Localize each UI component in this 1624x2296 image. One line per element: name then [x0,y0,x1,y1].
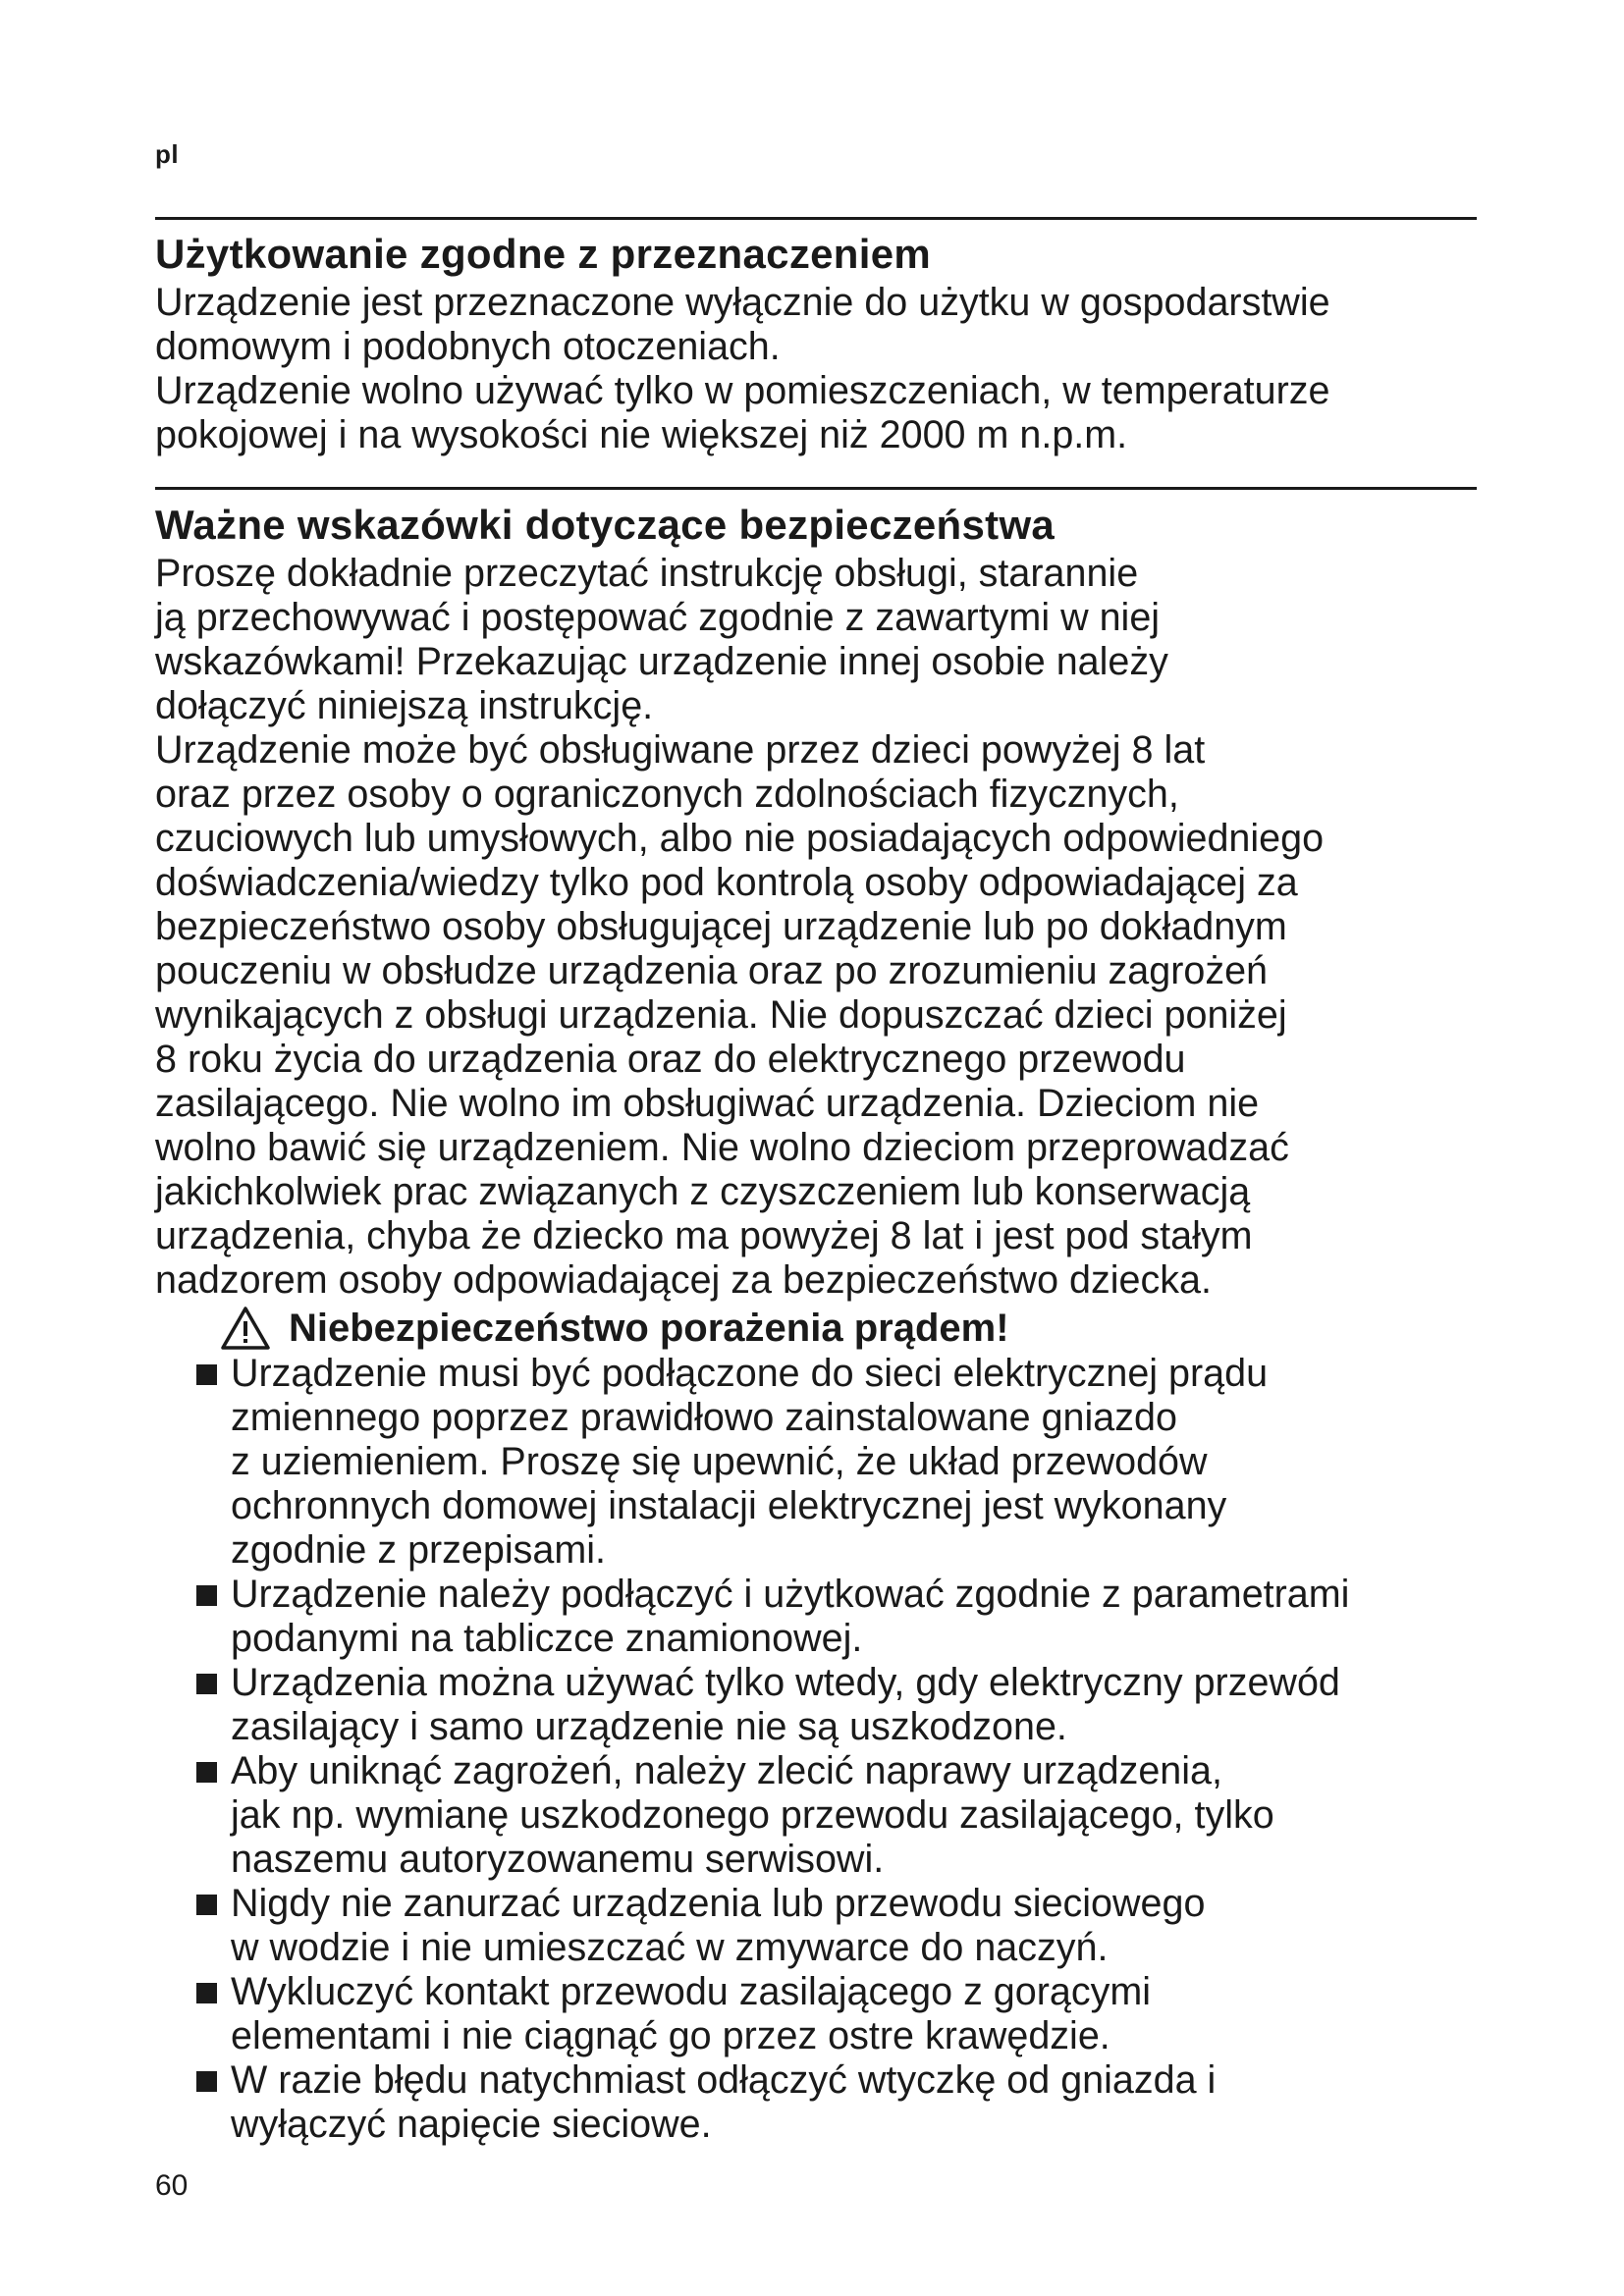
safety-bullet-list [155,1352,1490,2147]
warning-heading [220,1305,1490,1352]
list-item: Urządzenie musi być podłączone do sieci elektrycznej prądu zmiennego poprzez prawidłowo zainstalowane gniazdo z uziemieniem. Proszę się upewnić, że układ przewodów ochronnych domowej instalacji elektrycznej jest wykonany zgodnie z przepisami. [155,1352,1490,1573]
bullet-square-icon [196,1762,217,1783]
list-item: Aby uniknąć zagrożeń, należy zlecić naprawy urządzenia, jak np. wymianę uszkodzonego przewodu zasilającego, tylko naszemu autoryzowanemu serwisowi. [155,1749,1490,1882]
list-item: Urządzenia można używać tylko wtedy, gdy elektryczny przewód zasilający i samo urządzenie nie są uszkodzone. [155,1661,1490,1749]
warning-triangle-icon [220,1306,271,1351]
list-item: Nigdy nie zanurzać urządzenia lub przewodu sieciowego w wodzie i nie umieszczać w zmywarce do naczyń. [155,1882,1490,1970]
list-item: Wykluczyć kontakt przewodu zasilającego z gorącymi elementami i nie ciągnąć go przez ostre krawędzie. [155,1970,1490,2058]
section-title: Ważne wskazówki dotyczące bezpieczeństwa [155,502,1056,548]
list-item: W razie błędu natychmiast odłączyć wtyczkę od gniazda i wyłączyć napięcie sieciowe. [155,2058,1490,2147]
section-divider [155,217,1477,220]
section-body: Proszę dokładnie przeczytać instrukcję obsługi, starannie ją przechowywać i postępować zgodnie z zawartymi w niej wskazówkami! Przekazując urządzenie innej osobie należy dołączyć niniejszą instrukcję. Urządzenie może być obsługiwane przez dzieci powyżej 8 lat oraz przez osoby o ograniczonych zdolnościach fizycznych, czuciowych lub umysłowych, albo nie posiadających odpowiedniego doświadczenia/wiedzy tylko pod kontrolą osoby odpowiadającej za bezpieczeństwo osoby obsługującej urządzenie lub po dokładnym pouczeniu w obsłudze urządzenia oraz po zrozumieniu zagrożeń wynikających z obsługi urządzenia. Nie dopuszczać dzieci poniżej 8 roku życia do urządzenia oraz do elektrycznego przewodu zasilającego. Nie wolno im obsługiwać urządzenia. Dzieciom nie wolno bawić się urządzeniem. Nie wolno dzieciom przeprowadzać jakichkolwiek prac związanych z czyszczeniem lub konserwacją urządzenia, chyba że dziecko ma powyżej 8 lat i jest pod stałym nadzorem osoby odpowiadającej za bezpieczeństwo dziecka. [155,552,1325,1302]
section-body: Urządzenie jest przeznaczone wyłącznie do użytku w gospodarstwie domowym i podobnych otoczeniach. Urządzenie wolno używać tylko w pomieszczeniach, w temperaturze pokojowej i na wysokości nie większej niż 2000 m n.p.m. [155,281,1330,456]
section-divider [155,487,1477,490]
bullet-square-icon [196,1983,217,2003]
section-safety [155,499,1490,2147]
bullet-square-icon [196,1674,217,1694]
bullet-square-icon [196,1585,217,1606]
page-number: 60 [155,2169,189,2202]
bullet-square-icon [196,2071,217,2092]
section-title: Użytkowanie zgodne z przeznaczeniem [155,231,932,277]
list-item: Urządzenie należy podłączyć i użytkować zgodnie z parametrami podanymi na tabliczce znamionowej. [155,1573,1490,1661]
bullet-square-icon [196,1364,217,1385]
language-code: pl [155,139,180,169]
bullet-square-icon [196,1895,217,1915]
warning-title: Niebezpieczeństwo porażenia prądem! [289,1307,1009,1350]
section-intended-use [155,228,1490,457]
